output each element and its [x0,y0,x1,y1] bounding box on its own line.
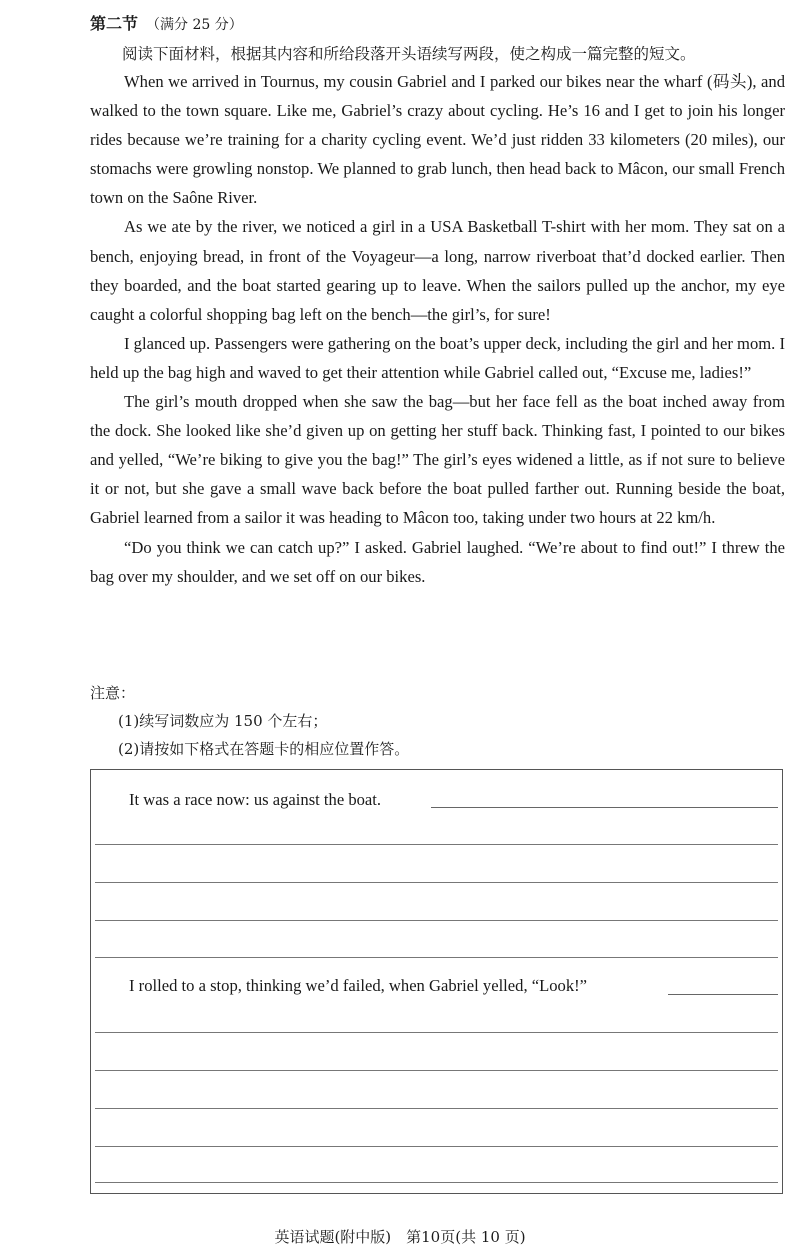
passage-paragraph: “Do you think we can catch up?” I asked. Gabriel laughed. “We’re about to find out!” I threw the bag over my shoulder, and we set off on our bikes. [90,537,785,586]
writing-line[interactable] [95,1108,778,1109]
writing-line[interactable] [95,1032,778,1033]
notes-section [90,679,780,763]
writing-line[interactable] [95,1070,778,1071]
passage-paragraph: When we arrived in Tournus, my cousin Gabriel and I parked our bikes near the wharf (码头), and walked to the town square. Like me, Gabriel’s crazy about cycling. He’s 16 and I get to join his longer rides because we’re training for a charity cycling event. We’d just ridden 33 kilometers (20 miles), our stomachs were growling nonstop. We planned to grab lunch, then head back to Mâcon, our small French town on the Saône River. [90,72,785,208]
writing-line[interactable] [95,1182,778,1183]
paragraph-opener-2: I rolled to a stop, thinking we’d failed, when Gabriel yelled, “Look!” [129,976,588,995]
writing-line[interactable] [95,1146,778,1147]
note-item: (1)续写词数应为 150 个左右； [118,712,328,730]
passage-paragraph: As we ate by the river, we noticed a girl in a USA Basketball T-shirt with her mom. They sat on a bench, enjoying bread, in front of the Voyageur—a long, narrow riverboat that’d docked earlier. Then they boarded, and the boat started gearing up to leave. When the sailors pulled up the anchor, my eye caught a colorful shopping bag left on the bench—the girl’s, for sure! [90,217,785,324]
writing-line[interactable] [95,882,778,883]
page-footer: 英语试题(附中版) 第10页(共 10 页) [274,1228,526,1246]
passage-paragraph: The girl’s mouth dropped when she saw the bag—but her face fell as the boat inched away from the dock. She looked like she’d given up on getting her stuff back. Thinking fast, I pointed to our bikes and yelled, “We’re biking to give you the bag!” The girl’s eyes widened a little, as if not sure to believe it or not, but she gave a small wave back before the boat pulled farther out. Running beside the boat, Gabriel learned from a sailor it was heading to Mâcon too, taking under two hours at 22 km/h. [90,392,785,528]
paragraph-opener-1: It was a race now: us against the boat. [129,790,382,809]
writing-line[interactable] [95,920,778,921]
section-heading [90,12,243,37]
passage-paragraph: I glanced up. Passengers were gathering on the boat’s upper deck, including the girl and her mom. I held up the bag high and waved to get their attention while Gabriel called out, “Excuse me, ladies!” [90,333,785,382]
task-instruction: 阅读下面材料，根据其内容和所给段落开头语续写两段，使之构成一篇完整的短文。 [122,45,696,63]
reading-passage [90,67,785,591]
section-score: （满分 25 分） [146,17,243,33]
writing-line[interactable] [431,807,778,808]
note-item: (2)请按如下格式在答题卡的相应位置作答。 [118,740,410,758]
writing-line[interactable] [95,957,778,958]
notes-title: 注意： [90,684,136,702]
writing-line[interactable] [668,994,778,995]
writing-line[interactable] [95,844,778,845]
section-title: 第二节 [90,14,139,33]
answer-box [90,769,783,1194]
